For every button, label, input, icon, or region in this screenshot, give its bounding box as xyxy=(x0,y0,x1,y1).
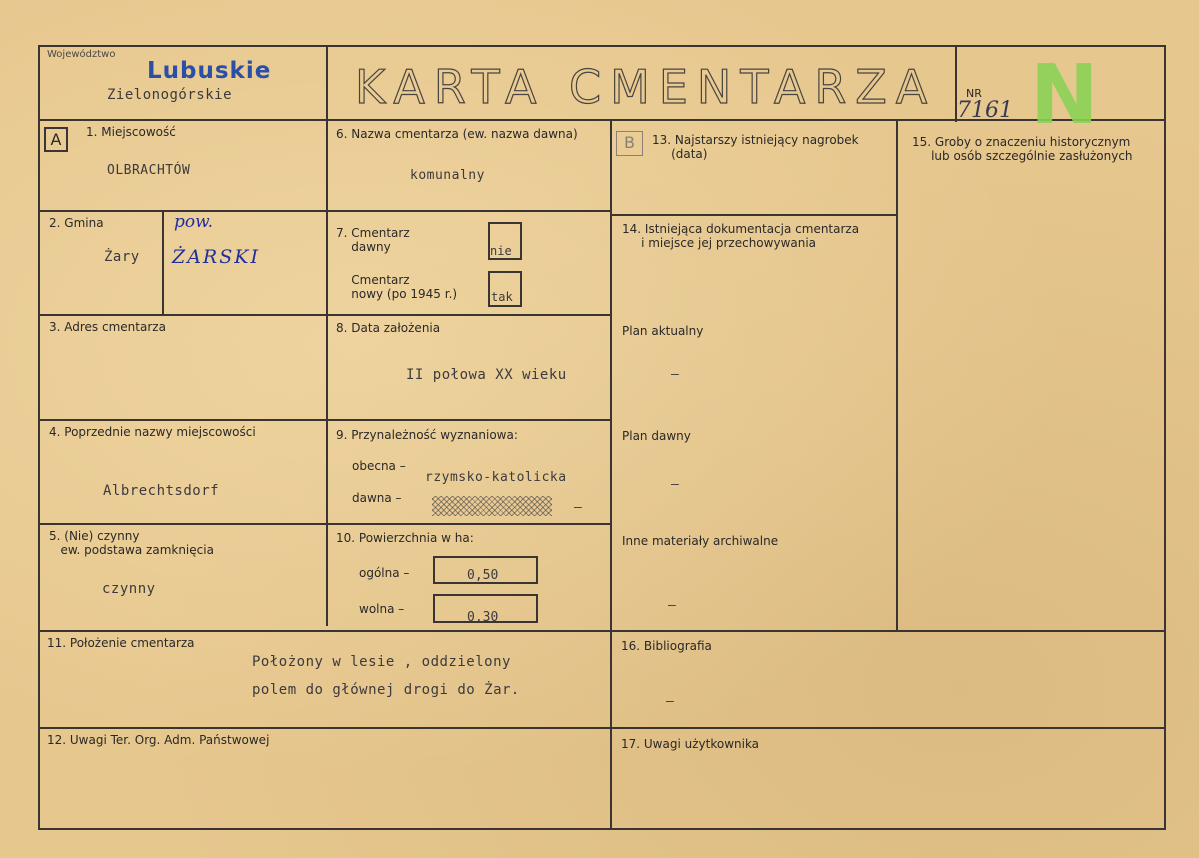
field-14-label: 14. Istniejąca dokumentacja cmentarza i miejsce jej przechowywania xyxy=(622,222,860,250)
field-10-total-value: 0,50 xyxy=(467,568,499,583)
field-15-label: 15. Groby o znaczeniu historycznym lub osób szczególnie zasłużonych xyxy=(912,135,1133,163)
field-16-label: 16. Bibliografia xyxy=(621,639,712,653)
field-10-free-label: wolna – xyxy=(359,602,405,616)
other-materials-value: – xyxy=(668,598,677,613)
field-5-label: 5. (Nie) czynny ew. podstawa zamknięcia xyxy=(49,529,214,557)
line-row3 xyxy=(38,419,612,421)
field-6-value: komunalny xyxy=(410,168,485,183)
field-2-label: 2. Gmina xyxy=(49,216,104,230)
plan-old-label: Plan dawny xyxy=(622,429,691,443)
field-7-new-box xyxy=(488,271,522,307)
field-17-label: 17. Uwagi użytkownika xyxy=(621,737,760,751)
field-3-label: 3. Adres cmentarza xyxy=(49,320,166,334)
field-7-old-box xyxy=(488,222,522,260)
other-materials-label: Inne materiały archiwalne xyxy=(622,534,779,548)
line-row4 xyxy=(38,523,612,525)
line-row2 xyxy=(38,314,612,316)
marker-letter: N xyxy=(1030,48,1099,143)
field-10-total-box xyxy=(433,556,538,584)
field-9-former-value: – xyxy=(574,500,583,515)
field-4-label: 4. Poprzednie nazwy miejscowości xyxy=(49,425,256,439)
field-10-total-label: ogólna – xyxy=(359,566,410,580)
voivodeship-stamp: Lubuskie xyxy=(147,58,272,84)
powiat-label: pow. xyxy=(174,212,214,232)
field-7-old-value: nie xyxy=(490,244,512,258)
field-9-current-label: obecna – xyxy=(352,459,406,473)
field-9-struck-text xyxy=(432,496,552,516)
divider-col2 xyxy=(610,120,612,830)
field-8-value: II połowa XX wieku xyxy=(406,367,567,383)
section-b-marker: B xyxy=(616,131,643,156)
field-5-value: czynny xyxy=(102,581,156,597)
field-11-line2: polem do głównej drogi do Żar. xyxy=(252,682,520,698)
plan-current-value: – xyxy=(671,367,680,382)
nr-label: NR xyxy=(966,87,982,100)
field-11-label: 11. Położenie cmentarza xyxy=(47,636,195,650)
field-6-label: 6. Nazwa cmentarza (ew. nazwa dawna) xyxy=(336,127,578,141)
field-9-current-value: rzymsko-katolicka xyxy=(425,470,567,485)
voivodeship-old: Zielonogórskie xyxy=(107,87,233,103)
field-9-label: 9. Przynależność wyznaniowa: xyxy=(336,428,518,442)
field-1-value: OLBRACHTÓW xyxy=(107,163,191,178)
divider-col1 xyxy=(326,46,328,626)
card-title: KARTA CMENTARZA xyxy=(355,60,937,114)
powiat-value: ŻARSKI xyxy=(172,246,260,268)
divider-col3 xyxy=(896,120,898,632)
field-10-label: 10. Powierzchnia w ha: xyxy=(336,531,474,545)
field-2-value: Żary xyxy=(104,249,140,265)
plan-old-value: – xyxy=(671,477,680,492)
voivodeship-label: Województwo xyxy=(47,49,116,60)
field-8-label: 8. Data założenia xyxy=(336,321,441,335)
field-13-label: 13. Najstarszy istniejący nagrobek (data) xyxy=(652,133,859,161)
field-9-former-label: dawna – xyxy=(352,491,402,505)
field-16-value: – xyxy=(666,694,675,709)
plan-current-label: Plan aktualny xyxy=(622,324,704,338)
field-7-new-value: tak xyxy=(491,290,513,304)
field-7-old-label: 7. Cmentarz dawny xyxy=(336,226,410,254)
field-10-free-value: 0,30 xyxy=(467,610,499,625)
field-1-label: 1. Miejscowość xyxy=(86,125,176,139)
line-row5 xyxy=(38,630,1166,632)
section-a-marker: A xyxy=(44,127,68,152)
divider-gmina xyxy=(162,210,164,316)
line-row6 xyxy=(38,727,1166,729)
nr-value: 7161 xyxy=(957,98,1013,123)
field-10-free-box xyxy=(433,594,538,623)
line-13-14 xyxy=(612,214,898,216)
field-11-line1: Położony w lesie , oddzielony xyxy=(252,654,511,670)
field-12-label: 12. Uwagi Ter. Org. Adm. Państwowej xyxy=(47,733,270,747)
field-7-new-label: Cmentarz nowy (po 1945 r.) xyxy=(351,273,458,301)
field-4-value: Albrechtsdorf xyxy=(103,483,220,499)
line-row1 xyxy=(38,210,612,212)
